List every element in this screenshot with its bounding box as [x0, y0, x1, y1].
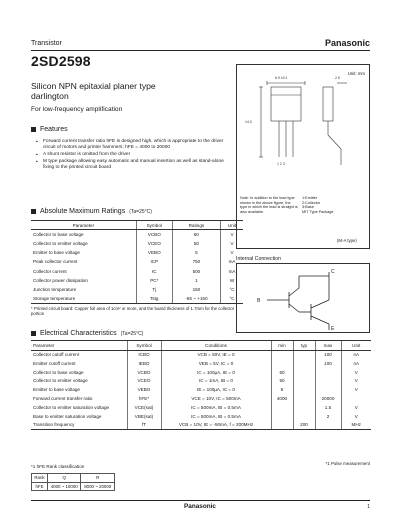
table-cell: V: [341, 412, 371, 421]
table-cell: 750: [172, 257, 220, 266]
table-cell: IEBO: [127, 359, 161, 368]
table-cell: VCB = 10V, IE = -50mA, f = 200MHz: [161, 421, 271, 430]
table-row: [31, 421, 371, 430]
table-cell: [271, 403, 293, 412]
table-row: [31, 285, 243, 294]
header-rule: [31, 50, 370, 51]
table-row: [31, 350, 371, 359]
header-cell: max: [315, 341, 341, 351]
table-cell: Collector current: [33, 268, 67, 274]
features-heading: [31, 126, 68, 133]
pin-label: 3:Base: [302, 205, 314, 209]
table-row: [31, 359, 371, 368]
header-cell: Unit: [221, 221, 243, 230]
table-cell: Collector to emitter voltage: [33, 240, 88, 246]
header-cell: min: [271, 341, 293, 351]
header-cell: Conditions: [161, 341, 271, 351]
table-cell: VCB = 50V, IE = 0: [161, 350, 271, 359]
pin-label: 1:Emitter: [302, 196, 318, 200]
table-row: [31, 368, 371, 377]
table-cell: 50: [271, 377, 293, 386]
part-number: 2SD2598: [31, 53, 91, 69]
table-cell: VEBO: [136, 248, 172, 257]
table-row: [31, 385, 371, 394]
header-cell: Rank: [32, 474, 48, 483]
table-cell: Junction temperature: [33, 286, 77, 292]
table-cell: [315, 385, 341, 394]
table-header-row: [31, 341, 371, 351]
page-number: 1: [367, 504, 370, 510]
pin-b-label: B: [257, 298, 261, 304]
header-cell: Unit: [341, 341, 371, 351]
section-bullet-icon: [31, 331, 36, 336]
table-cell: IC = 1mA, IB = 0: [161, 377, 271, 386]
feature-item: ▪ A shunt resistor is omitted from the driver: [36, 152, 226, 158]
table-row: [31, 239, 243, 248]
header-cell: Parameter: [31, 221, 136, 230]
header-cell: Symbol: [127, 341, 161, 351]
table-row: [31, 276, 243, 285]
table-cell: V: [221, 248, 243, 257]
table-row: [31, 230, 243, 239]
table-cell: mA: [221, 257, 243, 266]
table-cell: 60: [271, 368, 293, 377]
table-cell: [293, 359, 315, 368]
table-cell: PC*: [136, 276, 172, 285]
internal-connection-title: Internal Connection: [236, 256, 281, 262]
table-cell: VCBO: [127, 368, 161, 377]
header-cell: Symbol: [136, 221, 172, 230]
table-cell: Collector to base voltage: [33, 369, 84, 375]
package-drawing: [236, 64, 370, 249]
svg-text:6.9 ±0.1: 6.9 ±0.1: [275, 76, 288, 80]
table-cell: VEBO: [127, 385, 161, 394]
absolute-max-ratings-table: [31, 220, 243, 304]
header-cell: Q: [47, 474, 81, 483]
table-row: [31, 403, 371, 412]
table-cell: [271, 359, 293, 368]
table-cell: [271, 350, 293, 359]
table-cell: 8000 ~ 20000: [81, 482, 115, 491]
package-note-text: Note: In addition to the lead type shown in the above figure, the type in which the lead is straight is also available.: [240, 196, 298, 214]
pin-c-label: C: [331, 269, 335, 275]
table-cell: 500: [172, 266, 220, 275]
table-row: [31, 394, 371, 403]
table-cell: V: [221, 239, 243, 248]
table-cell: nA: [341, 359, 371, 368]
table-row: [31, 412, 371, 421]
table-cell: Emitter cutoff current: [33, 360, 76, 366]
table-cell: [315, 421, 341, 430]
section-bullet-icon: [31, 209, 36, 214]
table-cell: IE = 100µA, IC = 0: [161, 385, 271, 394]
table-cell: [271, 421, 293, 430]
table-cell: Collector to emitter saturation voltage: [33, 404, 110, 410]
pin-label: 2:Collector: [302, 200, 321, 205]
table-cell: ICP: [136, 257, 172, 266]
table-cell: [293, 403, 315, 412]
pin-legend: [302, 196, 368, 214]
footer-rule: [31, 500, 370, 501]
table-cell: hFE*: [127, 394, 161, 403]
package-outline-icon: [237, 65, 371, 195]
package-code: (M-A type): [337, 238, 357, 243]
table-cell: [341, 394, 371, 403]
features-title: Features: [40, 126, 68, 133]
table-cell: Tj: [136, 285, 172, 294]
table-cell: W: [221, 276, 243, 285]
table-cell: [293, 368, 315, 377]
ec-heading: [31, 330, 143, 337]
table-cell: 4000: [271, 394, 293, 403]
table-cell: [293, 394, 315, 403]
header-cell: R: [81, 474, 115, 483]
table-cell: Emitter to base voltage: [33, 387, 80, 393]
table-cell: nA: [341, 350, 371, 359]
table-cell: 200: [293, 421, 315, 430]
header-cell: Ratings: [172, 221, 220, 230]
table-cell: 100: [315, 350, 341, 359]
table-cell: Forward current transfer ratio: [33, 396, 93, 402]
table-cell: Collector cutoff current: [33, 352, 80, 358]
table-cell: Collector to emitter voltage: [33, 378, 88, 384]
brand-logo: Panasonic: [324, 38, 370, 48]
table-cell: mA: [221, 266, 243, 275]
table-cell: [315, 377, 341, 386]
table-cell: VCE(sat): [127, 403, 161, 412]
table-cell: V: [341, 385, 371, 394]
table-cell: VCEO: [136, 239, 172, 248]
table-cell: Collector power dissipation: [33, 277, 88, 283]
table-cell: IC = 100µA, IE = 0: [161, 368, 271, 377]
table-row: [31, 266, 243, 275]
table-row: [32, 482, 115, 491]
electrical-characteristics-table: [31, 340, 371, 430]
table-cell: MHz: [341, 421, 371, 430]
table-cell: IC: [136, 266, 172, 275]
table-cell: °C: [221, 285, 243, 294]
application-line: For low-frequency amplification: [31, 106, 123, 113]
features-list: [36, 139, 226, 172]
table-cell: V: [341, 403, 371, 412]
table-cell: 4000 ~ 10000: [47, 482, 81, 491]
table-cell: [271, 412, 293, 421]
svg-text:14.0: 14.0: [245, 120, 252, 124]
table-cell: Collector to base voltage: [33, 232, 84, 238]
table-cell: VCEO: [127, 377, 161, 386]
table-cell: 50: [172, 239, 220, 248]
table-cell: IC = 500mA, IB = 0.5mA: [161, 412, 271, 421]
amr-conditions: (Ta=25°C): [129, 208, 152, 215]
table-cell: 1.5: [315, 403, 341, 412]
table-cell: V: [341, 368, 371, 377]
table-cell: Transition frequency: [31, 421, 127, 430]
table-cell: 5: [271, 385, 293, 394]
table-cell: hFE: [32, 482, 48, 491]
table-row: [31, 294, 243, 303]
table-cell: 60: [172, 230, 220, 239]
table-cell: 100: [315, 359, 341, 368]
hfe-rank-table: [31, 473, 115, 491]
ec-title: Electrical Characteristics: [40, 330, 117, 337]
table-cell: Emitter to base voltage: [33, 250, 80, 256]
table-cell: 1: [172, 276, 220, 285]
ec-conditions: (Ta=25°C): [120, 330, 144, 337]
table-cell: Tstg: [136, 294, 172, 303]
table-cell: 150: [172, 285, 220, 294]
table-row: [31, 257, 243, 266]
section-bullet-icon: [31, 127, 36, 132]
table-cell: °C: [221, 294, 243, 303]
svg-text:1 2 3: 1 2 3: [277, 162, 285, 166]
table-cell: -55 ~ +150: [172, 294, 220, 303]
table-cell: [293, 385, 315, 394]
table-cell: 20000: [315, 394, 341, 403]
table-cell: 2: [315, 412, 341, 421]
table-cell: VCE = 10V, IC = 500mA: [161, 394, 271, 403]
table-cell: [293, 350, 315, 359]
amr-heading: [31, 208, 152, 215]
table-cell: Peak collector current: [33, 259, 78, 265]
pin-label: MIT Type Package: [302, 209, 334, 214]
table-cell: [293, 377, 315, 386]
table-cell: VBE(sat): [127, 412, 161, 421]
table-cell: fT: [127, 421, 161, 430]
document-category: Transistor: [31, 40, 62, 47]
description-line: Silicon NPN epitaxial planer type: [31, 81, 156, 91]
table-cell: 5: [172, 248, 220, 257]
pin-e-label: E: [331, 326, 335, 332]
feature-item: ▪ M type package allowing easy automatic and manual insertion as well as stand-alone fixing to the printed circuit board: [36, 159, 226, 171]
header-cell: Parameter: [31, 341, 127, 351]
table-cell: VCBO: [136, 230, 172, 239]
table-row: [31, 377, 371, 386]
table-cell: V: [221, 230, 243, 239]
table-cell: Storage temperature: [31, 294, 136, 303]
rank-title: *1 hFE Rank classification: [31, 464, 85, 469]
amr-footnote: * Printed circuit board: Copper foil area of 1cm² or more, and the board thickness of 1.7mm for the collector portion: [31, 306, 235, 317]
table-cell: V: [341, 377, 371, 386]
amr-title: Absolute Maximum Ratings: [40, 208, 126, 215]
feature-item: ▪ Forward current transfer ratio hFE is designed high, which is appropriate to the driver circuit of motors and printer hammers: hFE = 4000 to 20000: [36, 139, 226, 151]
darlington-schematic-icon: [237, 264, 371, 334]
table-cell: [293, 412, 315, 421]
table-cell: [315, 368, 341, 377]
table-header-row: [32, 474, 115, 483]
svg-text:2.5: 2.5: [335, 76, 340, 80]
pulse-footnote: *1 Pulse measurement: [325, 461, 370, 466]
table-row: [31, 248, 243, 257]
table-cell: ICBO: [127, 350, 161, 359]
unit-label: Unit: mm: [347, 71, 365, 76]
table-cell: VEB = 5V, IC = 0: [161, 359, 271, 368]
footer-brand-logo: Panasonic: [184, 503, 216, 510]
table-header-row: [31, 221, 243, 230]
description-line: darlington: [31, 91, 69, 101]
table-cell: Base to emitter saturation voltage: [33, 413, 102, 419]
header-cell: typ: [293, 341, 315, 351]
internal-connection-box: [236, 263, 370, 333]
device-description: [31, 81, 191, 101]
table-cell: IC = 500mA, IB = 0.5mA: [161, 403, 271, 412]
